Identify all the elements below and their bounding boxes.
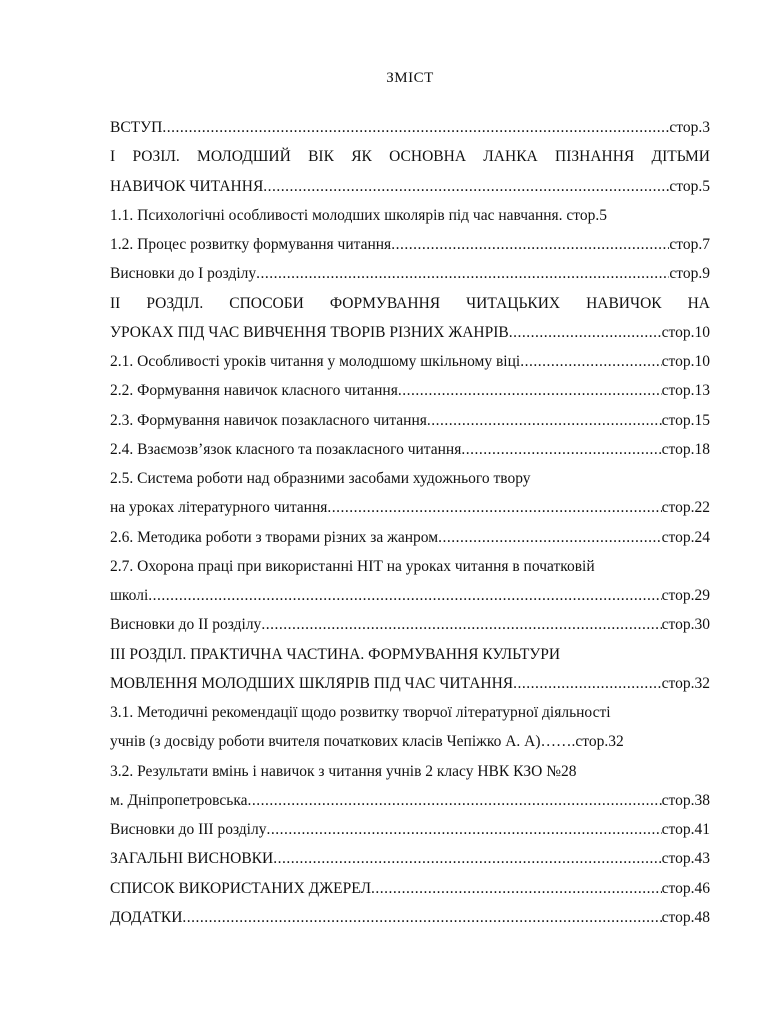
toc-entry [110,498,710,518]
toc-page-number: стор.7 [669,236,710,253]
toc-dot-leader [182,908,661,928]
toc-entry-label: ЗАГАЛЬНІ ВИСНОВКИ [110,850,274,868]
toc-entry [110,674,710,694]
toc-dot-leader [391,235,669,255]
toc-entry-label: ВСТУП [110,119,163,136]
toc-dot-leader [509,323,662,343]
toc-page-number: стор.29 [661,587,710,604]
toc-entry [110,323,710,343]
toc-entry-label: НАВИЧОК ЧИТАННЯ [110,177,264,195]
toc-page-number: стор.10 [661,323,710,341]
toc-page-number: стор.38 [661,791,710,809]
toc-page-number: стор.48 [661,908,710,926]
toc-entry-label: 1.2. Процес розвитку формування читання [110,236,392,253]
toc-entry: 1.1. Психологічні особливості молодших школярів під час навчання. стор.5 [110,206,607,224]
toc-dot-leader [261,615,661,635]
toc-dot-leader [263,177,669,197]
toc-title: ЗМІСТ [386,70,434,86]
toc-entry [110,908,710,928]
toc-dot-leader [162,118,669,138]
toc-page-number: стор.43 [661,850,710,868]
toc-page-number: стор.46 [661,879,710,897]
toc-entry-label: Висновки до І розділу [110,265,257,283]
toc-entry: ІІ РОЗДІЛ. СПОСОБИ ФОРМУВАННЯ ЧИТАЦЬКИХ НАВИЧОК НА [110,294,710,312]
toc-page-number: стор.30 [661,616,710,634]
toc-entry-label: УРОКАХ ПІД ЧАС ВИВЧЕННЯ ТВОРІВ РІЗНИХ ЖАНРІВ [110,323,509,341]
toc-entry [110,791,710,811]
toc-dot-leader [513,674,662,694]
toc-entry [110,411,710,431]
toc-entry [110,118,710,138]
toc-dot-leader [520,352,661,372]
toc-dot-leader [461,440,661,460]
toc-page-number: стор.10 [661,353,710,370]
toc-entry [110,820,710,840]
toc-entry [110,177,710,197]
toc-entry [110,528,710,548]
toc-dot-leader [371,879,662,899]
toc-entry [110,235,710,255]
toc-entry-label: МОВЛЕННЯ МОЛОДШИХ ШКЛЯРІВ ПІД ЧАС ЧИТАННЯ [110,674,514,692]
toc-entry-label: 2.2. Формування навичок класного читання [110,382,398,400]
toc-entry-label: Висновки до ІІ розділу [110,616,262,634]
toc-entry-label: школі [110,587,149,604]
toc-entry-label: ДОДАТКИ [110,908,183,926]
toc-page-number: стор.22 [661,499,710,517]
toc-entry-label: на уроках літературного читання [110,499,328,517]
toc-page-number: стор.24 [661,528,710,546]
toc-entry [110,264,710,284]
toc-entry: учнів (з досвіду роботи вчителя початкових класів Чепіжко А. А)…….стор.32 [110,733,624,751]
toc-page-number: стор.32 [661,674,710,692]
toc-dot-leader [256,264,669,284]
toc-entry [110,440,710,460]
toc-page-number: стор.15 [661,411,710,429]
toc-entry [110,615,710,635]
toc-entry [110,879,710,899]
toc-dot-leader [273,849,661,869]
toc-dot-leader [398,381,662,401]
toc-entry-label: СПИСОК ВИКОРИСТАНИХ ДЖЕРЕЛ [110,879,371,897]
toc-entry-label: 2.3. Формування навичок позакласного читання [110,411,427,429]
toc-entry-label: 2.1. Особливості уроків читання у молодшому шкільному віці [110,353,521,370]
toc-page-number: стор.3 [669,119,710,136]
toc-dot-leader [148,586,661,606]
toc-dot-leader [248,791,662,811]
toc-entry-label: 2.6. Методика роботи з творами різних за жанром [110,528,439,546]
toc-page-number: стор.9 [669,265,710,283]
toc-page-number: стор.41 [661,821,710,838]
toc-page-number: стор.18 [661,440,710,458]
toc-dot-leader [438,528,662,548]
toc-entry: І РОЗІЛ. МОЛОДШИЙ ВІК ЯК ОСНОВНА ЛАНКА ПІЗНАННЯ ДІТЬМИ [110,148,710,166]
toc-entry-label: м. Дніпропетровська [110,791,248,809]
toc-entry: 3.1. Методичні рекомендації щодо розвитку творчої літературної діяльності [110,704,611,721]
toc-entry-label: Висновки до ІІІ розділу [110,821,267,838]
toc-entry: 2.5. Система роботи над образними засобами художнього твору [110,470,531,487]
toc-entry [110,381,710,401]
toc-dot-leader [427,411,662,431]
toc-page-number: стор.5 [669,177,710,195]
toc-entry: 2.7. Охорона праці при використанні НІТ на уроках читання в початковій [110,557,595,575]
toc-dot-leader [327,498,661,518]
toc-entry [110,849,710,869]
toc-entry-label: 2.4. Взаємозв’язок класного та позакласного читання [110,440,462,458]
toc-entry: ІІІ РОЗДІЛ. ПРАКТИЧНА ЧАСТИНА. ФОРМУВАННЯ КУЛЬТУРИ [110,645,561,663]
toc-dot-leader [266,820,661,840]
toc-page-number: стор.13 [661,382,710,400]
toc-entry: 3.2. Результати вмінь і навичок з читання учнів 2 класу НВК КЗО №28 [110,762,577,780]
toc-entry [110,586,710,606]
toc-entry [110,352,710,372]
